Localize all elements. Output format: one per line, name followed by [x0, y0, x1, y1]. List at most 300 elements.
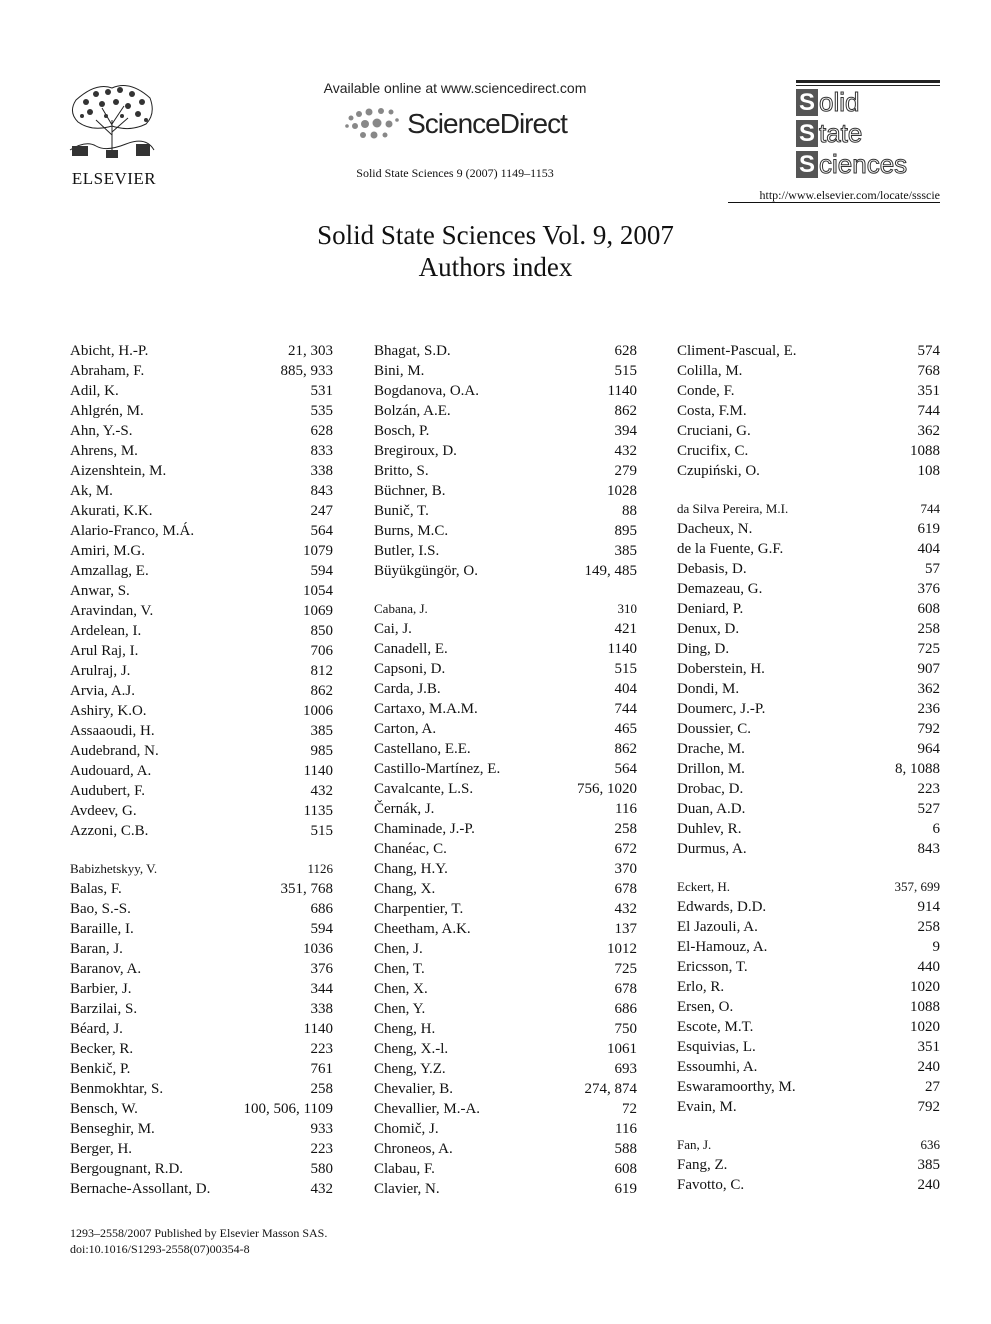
index-entry	[677, 499, 940, 519]
index-entry	[374, 1179, 637, 1199]
page-numbers: 149, 485	[584, 563, 637, 579]
page-numbers: 376	[917, 581, 940, 597]
index-entry	[70, 1119, 333, 1139]
author-name: Chen, Y.	[374, 1001, 426, 1017]
page-numbers: 1135	[303, 803, 333, 819]
index-entry	[374, 561, 637, 581]
author-name: Chaminade, J.-P.	[374, 821, 475, 837]
index-entry	[374, 859, 637, 879]
page-numbers: 885, 933	[280, 363, 333, 379]
page-numbers: 432	[614, 443, 637, 459]
index-entry	[70, 1059, 333, 1079]
page-numbers: 432	[310, 1181, 333, 1197]
author-name: Cheetham, A.K.	[374, 921, 471, 937]
index-entry	[677, 1175, 940, 1195]
author-name: Fang, Z.	[677, 1157, 728, 1173]
page-numbers: 310	[617, 601, 637, 616]
author-name: Berger, H.	[70, 1141, 133, 1157]
logo-cap-letter: S	[796, 89, 818, 116]
author-name: Fan, J.	[677, 1137, 712, 1152]
index-entry	[374, 361, 637, 381]
page-numbers: 628	[614, 343, 637, 359]
page-numbers: 258	[917, 919, 940, 935]
author-name: Bosch, P.	[374, 423, 430, 439]
index-entry	[374, 521, 637, 541]
page-numbers: 338	[310, 1001, 333, 1017]
page-numbers: 693	[614, 1061, 637, 1077]
page-numbers: 862	[614, 741, 637, 757]
author-name: Benkič, P.	[70, 1061, 131, 1077]
page-numbers: 344	[310, 981, 333, 997]
page-numbers: 564	[614, 761, 637, 777]
index-entry	[70, 859, 333, 879]
page-numbers: 744	[920, 501, 940, 516]
index-entry	[677, 897, 940, 917]
author-name: Ahn, Y.-S.	[70, 423, 133, 439]
author-name: Chen, J.	[374, 941, 423, 957]
author-name: Drache, M.	[677, 741, 745, 757]
author-name: Chevallier, M.-A.	[374, 1101, 481, 1117]
page-numbers: 116	[615, 1121, 637, 1137]
author-name: Carton, A.	[374, 721, 437, 737]
author-name: Eckert, H.	[677, 879, 731, 894]
page-numbers: 907	[917, 661, 940, 677]
author-name: Britto, S.	[374, 463, 429, 479]
index-entry	[677, 579, 940, 599]
author-name: Castellano, E.E.	[374, 741, 471, 757]
page-numbers: 116	[615, 801, 637, 817]
index-entry	[677, 659, 940, 679]
author-name: Deniard, P.	[677, 601, 744, 617]
index-entry	[374, 839, 637, 859]
page-numbers: 362	[917, 423, 940, 439]
logo-cap-letter: S	[796, 120, 818, 147]
page-numbers: 223	[310, 1041, 333, 1057]
author-name: Cartaxo, M.A.M.	[374, 701, 478, 717]
page-numbers: 619	[614, 1181, 637, 1197]
index-entry	[374, 919, 637, 939]
index-entry	[70, 681, 333, 701]
index-entry	[70, 821, 333, 841]
page-numbers: 1079	[303, 543, 333, 559]
author-name: Climent-Pascual, E.	[677, 343, 797, 359]
author-name: Baran, J.	[70, 941, 123, 957]
author-name: Drillon, M.	[677, 761, 745, 777]
index-entry	[70, 541, 333, 561]
author-name: Azzoni, C.B.	[70, 823, 149, 839]
index-entry	[70, 801, 333, 821]
author-name: Béard, J.	[70, 1021, 123, 1037]
page-numbers: 1140	[303, 1021, 333, 1037]
index-entry	[70, 601, 333, 621]
index-entry	[374, 739, 637, 759]
index-entry	[70, 461, 333, 481]
author-name: Arvia, A.J.	[70, 683, 135, 699]
author-name: Bunič, T.	[374, 503, 429, 519]
index-entry	[374, 899, 637, 919]
page-numbers: 1140	[303, 763, 333, 779]
page-numbers: 744	[917, 403, 940, 419]
page-numbers: 240	[917, 1177, 940, 1193]
page-numbers: 258	[917, 621, 940, 637]
page-numbers: 527	[917, 801, 940, 817]
index-entry	[374, 959, 637, 979]
page-numbers: 1020	[910, 1019, 940, 1035]
page-numbers: 1140	[607, 641, 637, 657]
page-numbers: 628	[310, 423, 333, 439]
index-entry	[70, 661, 333, 681]
author-name: Audebrand, N.	[70, 743, 159, 759]
author-name: Benseghir, M.	[70, 1121, 155, 1137]
page-numbers: 580	[310, 1161, 333, 1177]
author-name: Akurati, K.K.	[70, 503, 153, 519]
author-name: El-Hamouz, A.	[677, 939, 768, 955]
index-entry	[70, 1079, 333, 1099]
index-entry	[677, 619, 940, 639]
page-numbers: 1054	[303, 583, 333, 599]
index-entry	[374, 1079, 637, 1099]
author-name: Debasis, D.	[677, 561, 747, 577]
index-entry	[677, 779, 940, 799]
index-entry	[70, 781, 333, 801]
index-entry	[677, 759, 940, 779]
index-entry	[70, 721, 333, 741]
page-numbers: 223	[310, 1141, 333, 1157]
page-numbers: 843	[310, 483, 333, 499]
author-name: Aravindan, V.	[70, 603, 154, 619]
page-numbers: 240	[917, 1059, 940, 1075]
elsevier-tree-icon	[66, 80, 158, 160]
author-name: Aizenshtein, M.	[70, 463, 167, 479]
author-name: Bregiroux, D.	[374, 443, 457, 459]
sciencedirect-dots-icon	[343, 106, 403, 142]
page-numbers: 686	[614, 1001, 637, 1017]
author-name: Ashiry, K.O.	[70, 703, 147, 719]
index-entry	[374, 639, 637, 659]
section-gap	[677, 481, 940, 499]
index-entry	[70, 1019, 333, 1039]
index-entry	[677, 381, 940, 401]
author-name: Erlo, R.	[677, 979, 725, 995]
page-numbers: 1069	[303, 603, 333, 619]
index-entry	[677, 1135, 940, 1155]
logo-top-rule-thin	[796, 85, 940, 86]
page-numbers: 564	[310, 523, 333, 539]
index-entry	[70, 341, 333, 361]
page-numbers: 750	[614, 1021, 637, 1037]
page-numbers: 843	[917, 841, 940, 857]
index-entry	[677, 639, 940, 659]
page-numbers: 432	[310, 783, 333, 799]
index-entry	[70, 761, 333, 781]
author-name: Castillo-Martínez, E.	[374, 761, 501, 777]
index-entry	[374, 441, 637, 461]
index-entry	[70, 1179, 333, 1199]
index-entry	[677, 819, 940, 839]
index-entry	[70, 621, 333, 641]
author-name: Crucifix, C.	[677, 443, 749, 459]
page-numbers: 535	[310, 403, 333, 419]
page-numbers: 833	[310, 443, 333, 459]
index-entry	[374, 541, 637, 561]
author-name: Benmokhtar, S.	[70, 1081, 164, 1097]
index-entry	[70, 879, 333, 899]
author-name: Chomič, J.	[374, 1121, 439, 1137]
author-name: Clavier, N.	[374, 1181, 440, 1197]
index-entry	[374, 679, 637, 699]
logo-row-state	[796, 119, 940, 148]
index-entry	[70, 401, 333, 421]
index-entry	[677, 539, 940, 559]
author-name: Bini, M.	[374, 363, 425, 379]
index-entry	[374, 799, 637, 819]
author-name: Audouard, A.	[70, 763, 152, 779]
page-numbers: 385	[614, 543, 637, 559]
author-name: Ahlgrén, M.	[70, 403, 144, 419]
author-name: Edwards, D.D.	[677, 899, 767, 915]
author-name: Demazeau, G.	[677, 581, 763, 597]
index-entry	[374, 699, 637, 719]
author-name: Dondi, M.	[677, 681, 740, 697]
page-numbers: 421	[614, 621, 637, 637]
author-name: Essoumhi, A.	[677, 1059, 758, 1075]
index-entry	[374, 1139, 637, 1159]
author-name: Bergougnant, R.D.	[70, 1161, 184, 1177]
logo-cap-letter: S	[796, 151, 818, 178]
author-name: Costa, F.M.	[677, 403, 747, 419]
index-entry	[70, 741, 333, 761]
index-entry	[374, 1059, 637, 1079]
index-entry	[70, 979, 333, 999]
author-name: Abraham, F.	[70, 363, 145, 379]
page-numbers: 1061	[607, 1041, 637, 1057]
author-name: Bhagat, S.D.	[374, 343, 451, 359]
index-entry	[374, 999, 637, 1019]
section-gap	[70, 841, 333, 859]
index-entry	[70, 561, 333, 581]
logo-word: tate	[819, 118, 863, 148]
author-name: Babizhetskyy, V.	[70, 861, 158, 876]
page-numbers: 351	[917, 1039, 940, 1055]
author-name: Cavalcante, L.S.	[374, 781, 474, 797]
page-numbers: 574	[917, 343, 940, 359]
author-name: Capsoni, D.	[374, 661, 446, 677]
author-name: Balas, F.	[70, 881, 122, 897]
page-numbers: 619	[917, 521, 940, 537]
index-entry	[70, 959, 333, 979]
page-numbers: 756, 1020	[577, 781, 637, 797]
author-name: Dacheux, N.	[677, 521, 753, 537]
index-entry	[70, 521, 333, 541]
page-numbers: 1088	[910, 999, 940, 1015]
index-entry	[70, 939, 333, 959]
index-entry	[677, 699, 940, 719]
index-entry	[374, 979, 637, 999]
index-entry	[374, 819, 637, 839]
index-entry	[70, 1039, 333, 1059]
sciencedirect-block	[300, 80, 610, 181]
page-numbers: 394	[614, 423, 637, 439]
available-online-text[interactable]: Available online at www.sciencedirect.com	[323, 80, 587, 96]
page-title: Solid State Sciences Vol. 9, 2007	[317, 220, 674, 250]
index-entry	[677, 341, 940, 361]
index-entry	[677, 1037, 940, 1057]
page-numbers: 465	[614, 721, 637, 737]
author-name: Chroneos, A.	[374, 1141, 453, 1157]
logo-top-rule	[796, 80, 940, 83]
index-entry	[70, 441, 333, 461]
author-name: Ahrens, M.	[70, 443, 138, 459]
index-entry	[70, 501, 333, 521]
index-entry	[374, 401, 637, 421]
index-entry	[70, 481, 333, 501]
author-name: Escote, M.T.	[677, 1019, 754, 1035]
index-entry	[374, 421, 637, 441]
journal-url-link[interactable]: http://www.elsevier.com/locate/ssscie	[759, 188, 940, 202]
page-numbers: 247	[310, 503, 333, 519]
page-numbers: 515	[614, 363, 637, 379]
page-numbers: 376	[310, 961, 333, 977]
index-entry	[374, 1019, 637, 1039]
index-entry	[677, 1097, 940, 1117]
page-numbers: 72	[622, 1101, 637, 1117]
index-entry	[70, 1099, 333, 1119]
index-entry	[677, 441, 940, 461]
page-numbers: 351	[917, 383, 940, 399]
page-numbers: 357, 699	[894, 879, 940, 894]
page-numbers: 404	[917, 541, 940, 557]
index-entry	[70, 1139, 333, 1159]
sciencedirect-wordmark: ScienceDirect	[407, 108, 567, 139]
page-numbers: 1006	[303, 703, 333, 719]
page-numbers: 895	[614, 523, 637, 539]
author-name: Esquivias, L.	[677, 1039, 756, 1055]
author-name: Arulraj, J.	[70, 663, 131, 679]
logo-row-solid	[796, 88, 940, 117]
index-entry	[374, 619, 637, 639]
page-numbers: 761	[310, 1061, 333, 1077]
author-name: Canadell, E.	[374, 641, 448, 657]
author-name: Duan, A.D.	[677, 801, 746, 817]
page-numbers: 678	[614, 981, 637, 997]
index-entry	[677, 679, 940, 699]
page-numbers: 385	[310, 723, 333, 739]
index-entry	[677, 739, 940, 759]
index-entry	[374, 1099, 637, 1119]
header-divider	[728, 202, 940, 203]
author-name: Ak, M.	[70, 483, 113, 499]
page-numbers: 27	[925, 1079, 940, 1095]
page-numbers: 1028	[607, 483, 637, 499]
author-name: Colilla, M.	[677, 363, 743, 379]
author-name: de la Fuente, G.F.	[677, 541, 784, 557]
page-numbers: 1020	[910, 979, 940, 995]
page-numbers: 1012	[607, 941, 637, 957]
author-name: Barbier, J.	[70, 981, 132, 997]
author-name: Bensch, W.	[70, 1101, 138, 1117]
page-numbers: 21, 303	[288, 343, 333, 359]
page-numbers: 223	[917, 781, 940, 797]
author-name: Amzallag, E.	[70, 563, 149, 579]
page-numbers: 588	[614, 1141, 637, 1157]
index-entry	[374, 1159, 637, 1179]
author-name: Durmus, A.	[677, 841, 747, 857]
page-numbers: 964	[917, 741, 940, 757]
author-name: Cheng, X.-l.	[374, 1041, 449, 1057]
page-numbers: 57	[925, 561, 940, 577]
author-name: Avdeev, G.	[70, 803, 137, 819]
page-numbers: 933	[310, 1121, 333, 1137]
page-numbers: 531	[310, 383, 333, 399]
index-entry	[677, 917, 940, 937]
index-entry	[70, 361, 333, 381]
page-numbers: 404	[614, 681, 637, 697]
page-numbers: 672	[614, 841, 637, 857]
sciencedirect-logo	[300, 104, 610, 144]
page-numbers: 440	[917, 959, 940, 975]
page-numbers: 725	[917, 641, 940, 657]
page-numbers: 792	[917, 1099, 940, 1115]
author-name: Baraille, I.	[70, 921, 134, 937]
author-name: Doumerc, J.-P.	[677, 701, 766, 717]
page-numbers: 678	[614, 881, 637, 897]
page-numbers: 137	[614, 921, 637, 937]
index-entry	[677, 1017, 940, 1037]
index-entry	[677, 1077, 940, 1097]
index-entry	[374, 461, 637, 481]
author-name: Chevalier, B.	[374, 1081, 453, 1097]
index-entry	[677, 599, 940, 619]
logo-word: ciences	[819, 149, 908, 179]
page-numbers: 515	[310, 823, 333, 839]
author-name: Abicht, H.-P.	[70, 343, 149, 359]
page-numbers: 1126	[307, 861, 333, 876]
page-subtitle: Authors index	[418, 252, 573, 282]
author-name: Drobac, D.	[677, 781, 744, 797]
page-numbers: 258	[614, 821, 637, 837]
author-name: Doussier, C.	[677, 721, 751, 737]
page-numbers: 236	[917, 701, 940, 717]
section-gap	[677, 1117, 940, 1135]
index-entry	[677, 361, 940, 381]
author-name: Doberstein, H.	[677, 661, 765, 677]
index-entry	[677, 1057, 940, 1077]
index-entry	[677, 957, 940, 977]
author-name: Eswaramoorthy, M.	[677, 1079, 796, 1095]
author-name: Alario-Franco, M.Á.	[70, 523, 195, 539]
index-entry	[374, 879, 637, 899]
page-numbers: 862	[614, 403, 637, 419]
index-entry	[374, 341, 637, 361]
index-entry	[70, 999, 333, 1019]
section-gap	[374, 581, 637, 599]
logo-word: olid	[819, 87, 860, 117]
index-entry	[374, 779, 637, 799]
page-numbers: 1140	[607, 383, 637, 399]
author-name: Favotto, C.	[677, 1177, 745, 1193]
author-name: Butler, I.S.	[374, 543, 440, 559]
index-entry	[374, 481, 637, 501]
page-numbers: 985	[310, 743, 333, 759]
author-name: Bolzán, A.E.	[374, 403, 451, 419]
page-numbers: 274, 874	[584, 1081, 637, 1097]
index-entry	[374, 1119, 637, 1139]
page-numbers: 636	[920, 1137, 940, 1152]
index-entry	[374, 501, 637, 521]
page-numbers: 8, 1088	[895, 761, 940, 777]
index-entry	[374, 599, 637, 619]
page-numbers: 686	[310, 901, 333, 917]
